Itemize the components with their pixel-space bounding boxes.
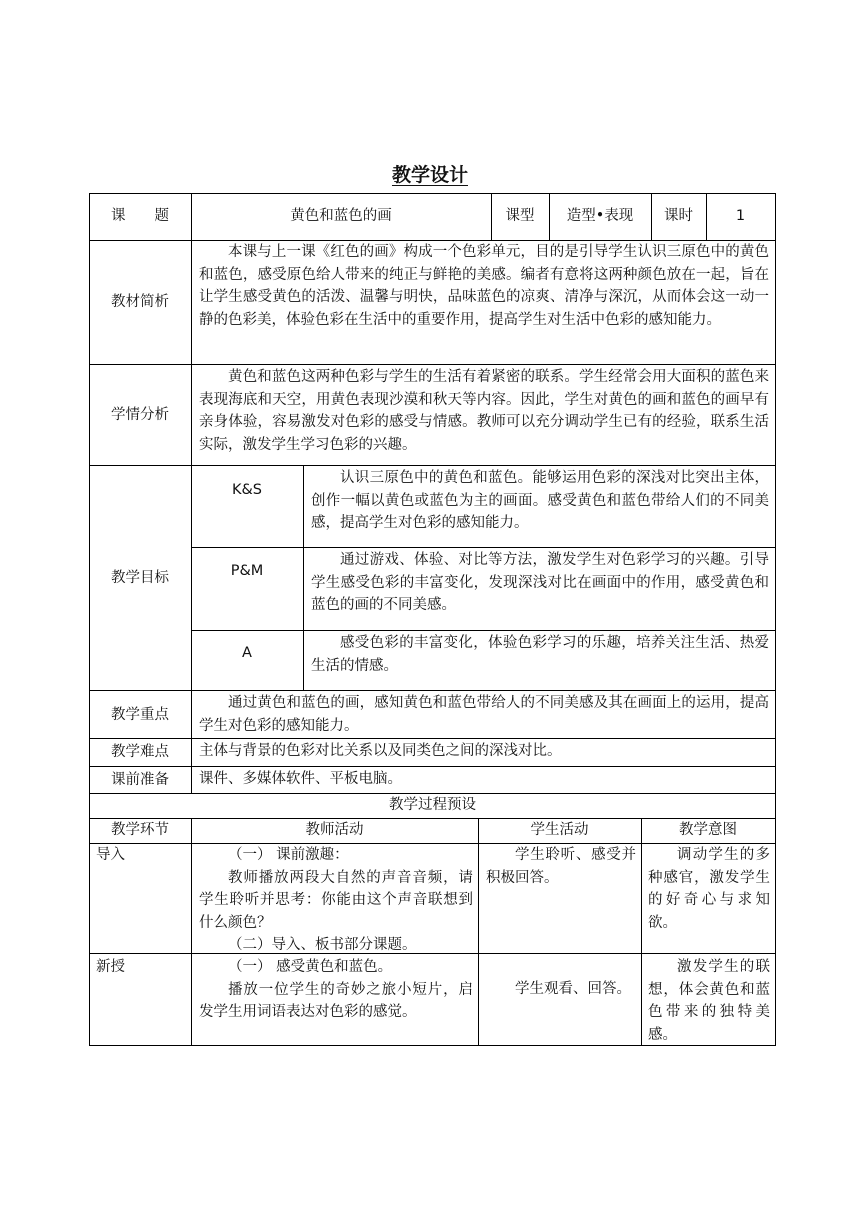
teacher-intro-line: （二）导入、板书部分课题。 [228,937,417,953]
goal-key-pm: P&M [230,563,264,579]
teacher-intro [199,844,473,957]
type-label: 课型 [505,208,535,224]
col-teacher: 教师活动 [305,822,364,838]
lesson-label: 课 题 [111,208,169,224]
hours-label: 课时 [664,208,693,224]
process-title: 教学过程预设 [389,797,476,813]
goal-text-a: 感受色彩的丰富变化，体验色彩学习的乐趣，培养关注生活、热爱生活的情感。 [311,635,769,674]
col-stage: 教学环节 [111,822,169,838]
student-new: 学生观看、回答。 [515,981,631,997]
goal-key-ks: K&S [231,482,263,498]
focus-label: 教学重点 [111,707,169,723]
prep-label: 课前准备 [111,772,169,788]
goal-text-ks: 认识三原色中的黄色和蓝色。能够运用色彩的深浅对比突出主体，创作一幅以黄色或蓝色为主的画面。感受黄色和蓝色带给人们的不同美感，提高学生对色彩的感知能力。 [311,470,769,531]
focus-text: 通过黄色和蓝色的画，感知黄色和蓝色带给人的不同美感及其在画面上的运用，提高学生对色彩的感知能力。 [199,695,769,734]
teacher-new-line: （一） 感受黄色和蓝色。 [228,959,393,975]
student-intro: 学生聆听、感受并积极回答。 [486,847,636,886]
student-text: 黄色和蓝色这两种色彩与学生的生活有着紧密的联系。学生经常会用大面积的蓝色来表现海底和天空，用黄色表现沙漠和秋天等内容。因此，学生对黄色的画和蓝色的画早有亲身体验，容易激发对色彩的感受与情感。教师可以充分调动学生已有的经验，联系生活实际，激发学生学习色彩的兴趣。 [199,369,769,453]
page-title: 教学设计 [391,164,468,186]
material-label: 教材简析 [111,294,169,310]
material-text: 本课与上一课《红色的画》构成一个色彩单元，目的是引导学生认识三原色中的黄色和蓝色，感受原色给人带来的纯正与鲜艳的美感。编者有意将这两种颜色放在一起，旨在让学生感受黄色的活泼、温馨与明快，品味蓝色的凉爽、清净与深沉，从而体会这一动一静的色彩美，体验色彩在生活中的重要作用，提高学生对生活中色彩的感知能力。 [199,244,769,328]
goal-text-pm: 通过游戏、体验、对比等方法，激发学生对色彩学习的兴趣。引导学生感受色彩的丰富变化，发现深浅对比在画面中的作用，感受黄色和蓝色的画的不同美感。 [311,552,769,613]
prep-text: 课件、多媒体软件、平板电脑。 [199,771,402,787]
teacher-intro-line: 教师播放两段大自然的声音音频，请学生聆听并思考：你能由这个声音联想到什么颜色？ [199,869,473,931]
goals-label: 教学目标 [111,570,169,586]
col-intent: 教学意图 [679,822,737,838]
intent-intro: 调动学生的多种感官，激发学生的好奇心与求知欲。 [648,847,770,931]
intent-new: 激发学生的联想，体会黄色和蓝色带来的独特美感。 [648,959,770,1043]
teacher-new [199,956,473,1024]
difficulty-label: 教学难点 [111,744,169,760]
difficulty-text: 主体与背景的色彩对比关系以及同类色之间的深浅对比。 [199,743,562,759]
teacher-intro-line: （一） 课前激趣： [228,847,349,863]
student-label: 学情分析 [111,407,169,423]
hours-value: 1 [735,208,746,224]
goal-key-a: A [242,645,252,661]
stage-intro: 导入 [96,847,125,863]
teacher-new-line: 播放一位学生的奇妙之旅小短片，启发学生用词语表达对色彩的感觉。 [199,981,473,1020]
col-student: 学生活动 [530,822,589,838]
type-value: 造型•表现 [566,208,634,224]
lesson-value: 黄色和蓝色的画 [290,208,392,224]
stage-new: 新授 [96,959,125,975]
